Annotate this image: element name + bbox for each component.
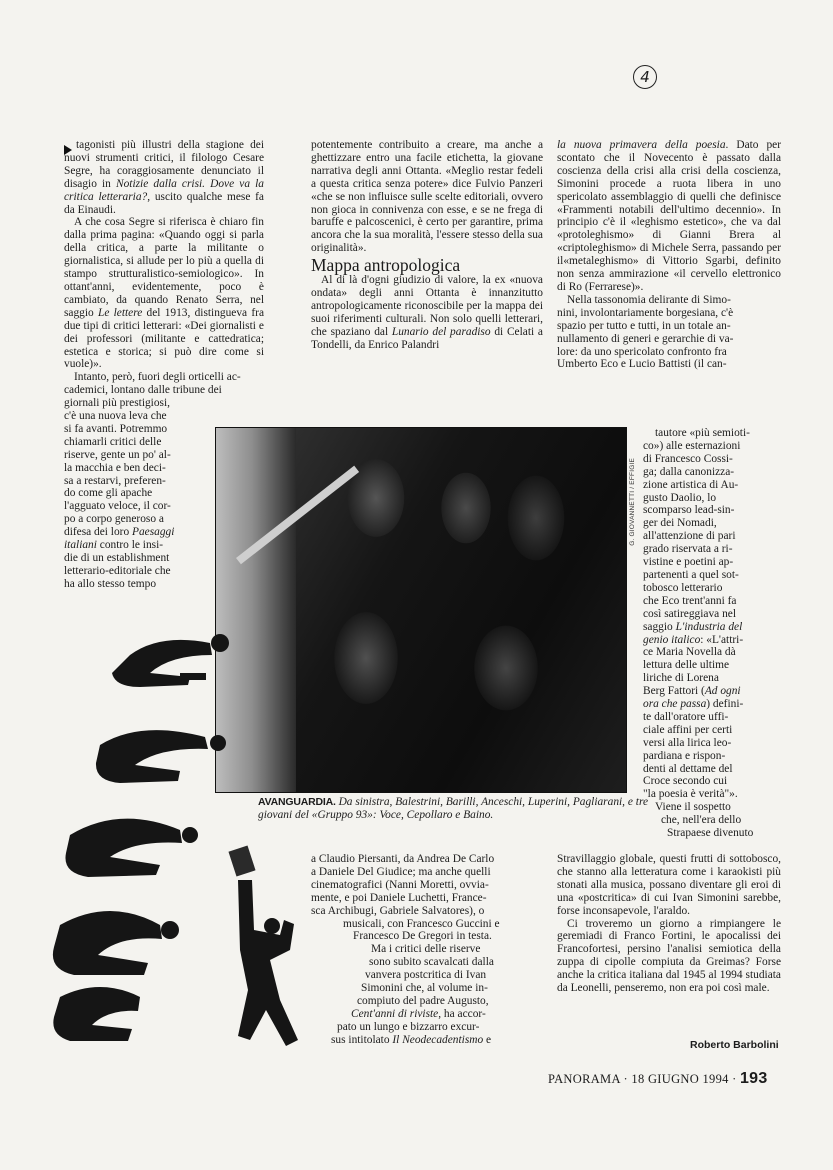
figure-5 [53,987,140,1041]
col3-para5: Ci troveremo un giorno a rimpiangere le geremiadi di Franco Fortini, le apocalissi dei Francofortesi, persino l'analisi semiotica della zuppa di cipolle compiuta da Greimas? Forse anche la critica italiana dal 1945 al 1994 studiata da Leonelli, penseremo, non era poi così male. [557,917,781,995]
column-3 [557,139,781,371]
figure-4 [53,911,179,975]
section-heading: Mappa antropologica [311,255,461,276]
author-signature: Roberto Barbolini [690,1039,779,1051]
column-2 [311,139,543,352]
col3-para4: Stravillaggio globale, questi frutti di sottobosco, che stanno alla letteratura come i karaokisti più stonati alla musica, possano diventare gli eroi di una «postcritica» di cui Ivan Simonini sarebbe, forse inconsapevole, l'araldo. [557,853,781,917]
col1-para1: tagonisti più illustri della stagione dei nuovi strumenti critici, il filologo Cesare Segre, ha coraggiosamente denunciato il disagio in Notizie dalla crisi. Dove va la critica letteraria?, uscito qualche mese fa da Einaudi. [64,139,264,216]
col1-para2: A che cosa Segre si riferisca è chiaro fin dalla prima pagina: «Quando oggi si parla della critica, a parte la militante o giornalistica, si allude per lo più a quella di stampo strutturalistico-semiologico». In ottant'anni, evidentemente, poco è cambiato, da quando Renato Serra, nel saggio Le lettere del 1913, distingueva fra due tipi di critici letterari: «Dei giornalisti e dei professori (militante e cattedratica; estetica e storica; si può dire come si vuole)». [64,216,264,371]
col3-para1: la nuova primavera della poesia. Dato per scontato che il Novecento è passato dalla coscienza della crisi alla crisi della coscienza, Simonini procede a ruota libera in uno spericolato assemblaggio di quelli che definisce «Frammenti notabili dell'ultimo decennio». In principio c'è il «leghismo estetico», che va dal «protoleghismo» di Gianni Brera al «criptoleghismo» di Michele Serra, passando per il«metaleghismo» di Vittorio Sgarbi, definito non senza ammirazione «il cervello elettronico di Ro (Ferrarese)». [557,139,781,293]
figure-holding-book-illustration [210,840,305,1060]
column-3-lower [557,853,781,995]
col3-para2: Nella tassonomia delirante di Simo- nini, involontariamente borgesiana, c'è spazio per tutto e tutti, in un totale an- nullamento di generi e gerarchie di va- lore: da uno spericolato confronto fra Umberto Eco e Lucio Battisti (il can- [557,293,734,371]
column-lower-middle: a Claudio Piersanti, da Andrea De Carlo a Daniele Del Giudice; ma anche quelli cinematografici (Nanni Moretti, ovvia- mente, e poi Daniele Luchetti, France- sca Archibugi, Gabriele Salvatores), o musicali, con Francesco Guccini e Francesco De Gregori in testa. Ma i critici delle riserve sono subito scavalcati dalla vanvera postcritica di Ivan Simonini che, al volume in- compiuto del padre Augusto, Cent'anni di riviste, ha accor- pato un lungo e bizzarro excur- sus intitolato Il Neodecadentismo e [311,853,500,1046]
figure-3 [65,819,198,877]
figure-1 [112,634,229,687]
col2-para1: potentemente contribuito a creare, ma anche a ghettizzare entro una facile etichetta, la giovane narrativa degli anni Ottanta. «Meglio restar fedeli a questa critica senza potere» dice Fulvio Panzeri «che se non influisce sulle scelte editoriali, ovvero non gioca in connivenza con esse, e se ne frega di baruffe e palcoscenici, è certo per garantire, prima ancora che la sua moralità, l'essere stesso della sua originalità». [311,139,543,255]
group-photo [215,427,627,793]
col1-para3: Intanto, però, fuori degli orticelli ac- cademici, lontano dalle tribune dei giornali più prestigiosi, c'è una nuova leva che si fa avanti. Potremmo chiamarli critici delle riserve, gente un po' al- la macchia e ben deci- sa a restarvi, preferen- do come gli apache l'agguato veloce, il cor- po a corpo generoso a difesa dei loro Paesaggi italiani contro le insi- die di un establishment letterario-editoriale che ha allo stesso tempo [64,371,241,590]
col2-para2: Al di là d'ogni giudizio di valore, la ex «nuova ondata» degli anni Ottanta è innanzitutto antropologicamente riconoscibile per la mappa dei suoi riferimenti culturali. Non solo quelli letterari, che spaziano dal Lunario del paradiso di Celati a Tondelli, da Enrico Palandri [311,274,543,351]
page-footer: PANORAMA · 18 GIUGNO 1994 · 193 [548,1070,768,1087]
column-3-narrow: tautore «più semioti- co») alle esternazioni di Francesco Cossi- ga; dalla canonizza- zione artistica di Au- gusto Daolio, lo scomparso lead-sin- ger dei Nomadi, all'attenzione di pari grado riservata a ri- vistine e poetini ap- partenenti a quel sot- tobosco letterario che Eco trent'anni fa così satireggiava nel saggio L'industria del genio italico: «L'attri- ce Maria Novella dà lettura delle ultime liriche di Lorena Berg Fattori (Ad ogni ora che passa) defini- te dall'oratore uffi- ciale affini per certi versi alla lirica leo- pardiana e rispon- denti al dettame del Croce secondo cui "la poesia è verità"». Viene il sospetto che, nell'era dello Strapaese divenuto [643,427,754,840]
photo-credit: G. GIOVANNETTI / EFFIGIE [629,458,636,546]
page-badge: 4 [633,65,657,89]
photo-caption: AVANGUARDIA. Da sinistra, Balestrini, Barilli, Anceschi, Luperini, Pagliarani, e tre giovani del «Gruppo 93»: Voce, Cepollaro e Baino. [258,796,649,821]
figure-2 [96,730,226,783]
